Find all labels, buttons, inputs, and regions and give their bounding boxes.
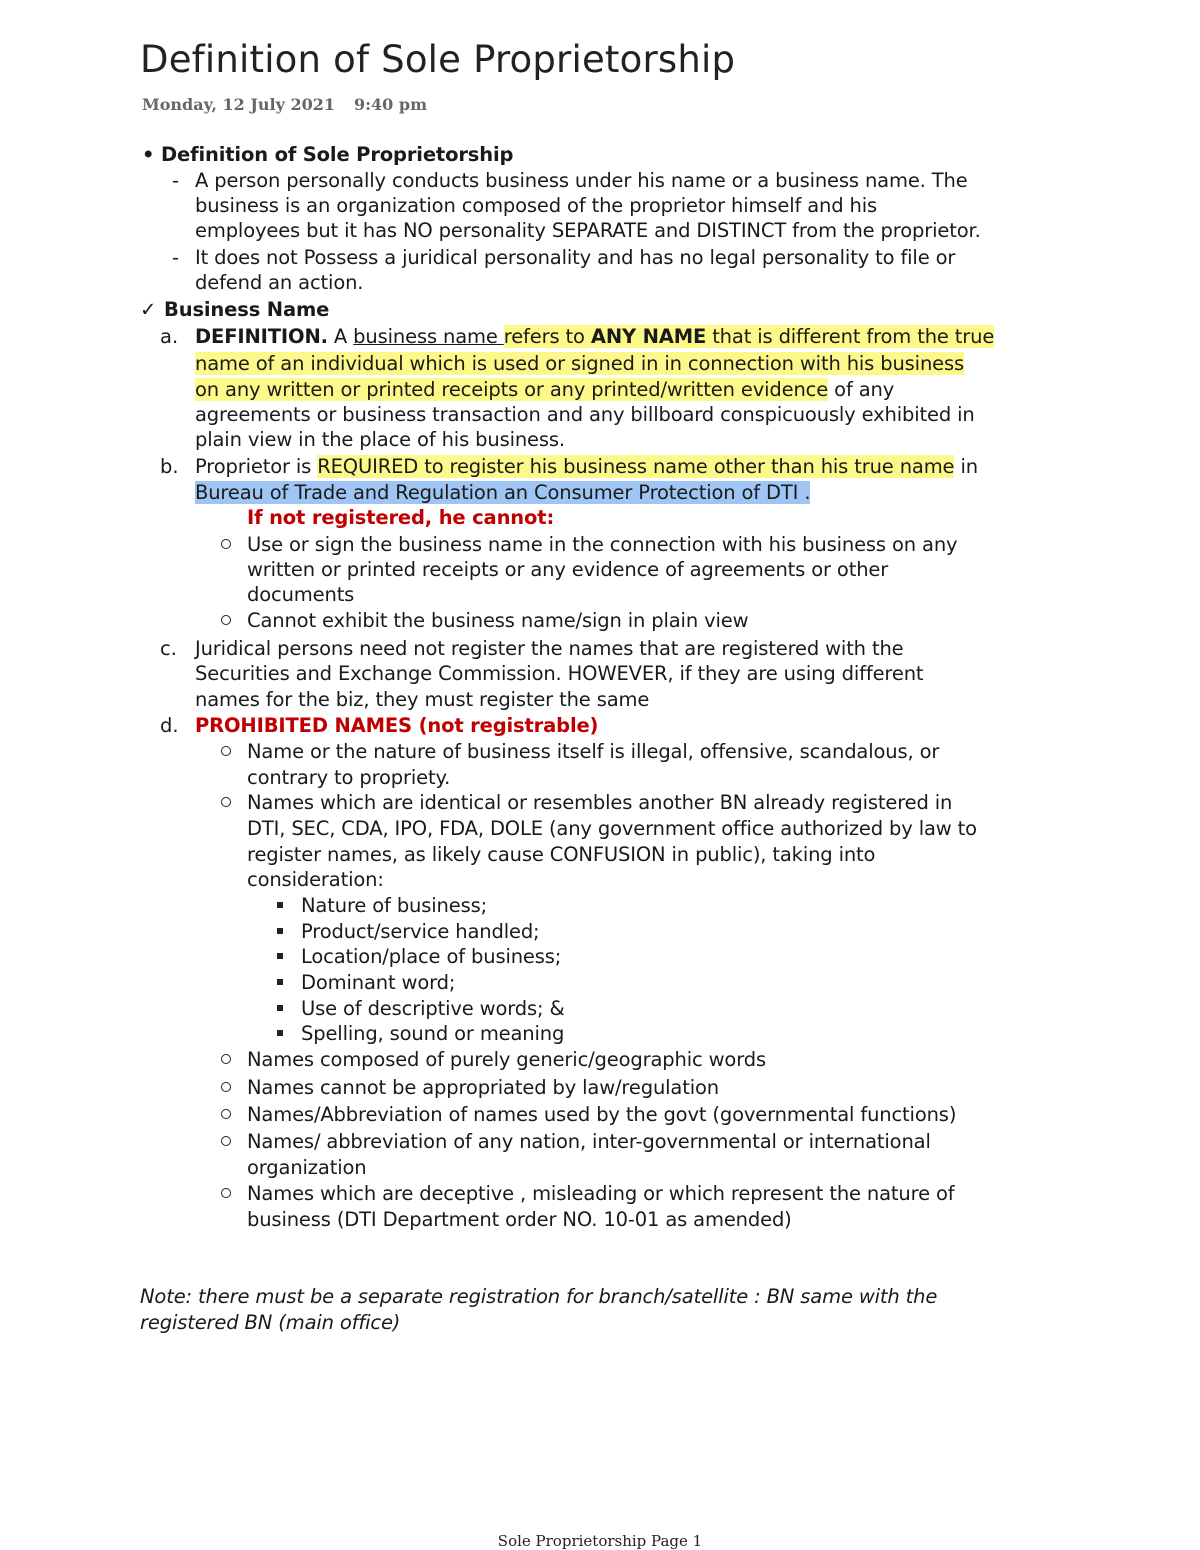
requirement-b-line1: [195, 454, 978, 479]
requirement-b-line2: [195, 480, 810, 505]
business-name-underlined: business name: [353, 325, 504, 348]
dash-marker: -: [172, 246, 180, 269]
circle-bullet-icon: [221, 746, 231, 756]
prohibited-item-line: Names/ abbreviation of any nation, inter-governmental or international: [247, 1130, 931, 1153]
definition-heading: Definition of Sole Proprietorship: [161, 143, 514, 166]
consideration-item: Dominant word;: [301, 971, 456, 994]
consideration-item: Product/service handled;: [301, 920, 540, 943]
prohibited-names-heading: PROHIBITED NAMES (not registrable): [195, 714, 599, 737]
page-title: Definition of Sole Proprietorship: [140, 38, 736, 81]
prohibited-item-line: DTI, SEC, CDA, IPO, FDA, DOLE (any government office authorized by law to: [247, 817, 977, 840]
requirement-text: in: [954, 455, 978, 478]
requirement-text: Proprietor is: [195, 455, 318, 478]
square-bullet-icon: [277, 953, 283, 959]
sub-item-line: documents: [247, 583, 355, 606]
list-marker-d: d.: [160, 714, 179, 737]
consideration-item: Location/place of business;: [301, 945, 562, 968]
checkmark-icon: ✓: [140, 298, 157, 321]
highlight: that is different from the true: [706, 325, 995, 348]
definition-item1-line: employees but it has NO personality SEPARATE and DISTINCT from the proprietor.: [195, 219, 981, 242]
prohibited-item-line: register names, as likely cause CONFUSION in public), taking into: [247, 843, 876, 866]
definition-a-text: A: [327, 325, 354, 348]
circle-bullet-icon: [221, 615, 231, 625]
highlight: refers to: [503, 325, 591, 348]
prohibited-item-line: Name or the nature of business itself is illegal, offensive, scandalous, or: [247, 740, 940, 763]
juridical-c-line: Juridical persons need not register the names that are registered with the: [195, 637, 904, 660]
juridical-c-line: Securities and Exchange Commission. HOWEVER, if they are using different: [195, 662, 924, 685]
circle-bullet-icon: [221, 1188, 231, 1198]
definition-item1-line: A person personally conducts business under his name or a business name. The: [195, 169, 968, 192]
sub-item-line: Use or sign the business name in the connection with his business on any: [247, 533, 958, 556]
definition-item1-line: business is an organization composed of the proprietor himself and his: [195, 194, 878, 217]
highlight: REQUIRED to register his business name other than his true name: [317, 455, 955, 478]
square-bullet-icon: [277, 1030, 283, 1036]
sub-item-line: written or printed receipts or any evidence of agreements or other: [247, 558, 889, 581]
prohibited-item-line: organization: [247, 1156, 367, 1179]
definition-a-line3: [195, 377, 894, 402]
prohibited-item-line: Names cannot be appropriated by law/regulation: [247, 1076, 719, 1099]
highlight-blue: Bureau of Trade and Regulation an Consumer Protection of DTI .: [195, 481, 811, 504]
sub-item-line: Cannot exhibit the business name/sign in plain view: [247, 609, 749, 632]
list-marker-b: b.: [160, 455, 179, 478]
definition-item2-line: It does not Possess a juridical personality and has no legal personality to file or: [195, 246, 956, 269]
page-time: 9:40 pm: [354, 95, 427, 114]
square-bullet-icon: [277, 1005, 283, 1011]
square-bullet-icon: [277, 979, 283, 985]
circle-bullet-icon: [221, 1109, 231, 1119]
page-footer: Sole Proprietorship Page 1: [497, 1532, 703, 1550]
list-marker-c: c.: [160, 637, 177, 660]
definition-a-line4: agreements or business transaction and any billboard conspicuously exhibited in: [195, 403, 975, 426]
prohibited-item-line: consideration:: [247, 868, 384, 891]
prohibited-item-line: Names which are identical or resembles another BN already registered in: [247, 791, 953, 814]
circle-bullet-icon: [221, 797, 231, 807]
highlight-any-name: ANY NAME: [590, 325, 707, 348]
circle-bullet-icon: [221, 539, 231, 549]
consideration-item: Use of descriptive words; &: [301, 997, 565, 1020]
warning-text: If not registered, he cannot:: [247, 506, 555, 529]
definition-label: DEFINITION.: [195, 325, 328, 348]
dash-marker: -: [172, 169, 180, 192]
prohibited-item-line: Names composed of purely generic/geographic words: [247, 1048, 766, 1071]
circle-bullet-icon: [221, 1054, 231, 1064]
prohibited-item-line: Names/Abbreviation of names used by the govt (governmental functions): [247, 1103, 957, 1126]
note-line: Note: there must be a separate registration for branch/satellite : BN same with the: [140, 1285, 938, 1308]
circle-bullet-icon: [221, 1136, 231, 1146]
definition-a-line2: [195, 351, 964, 376]
square-bullet-icon: [277, 902, 283, 908]
consideration-item: Nature of business;: [301, 894, 488, 917]
definition-a-line5: plain view in the place of his business.: [195, 428, 565, 451]
note-line: registered BN (main office): [140, 1311, 401, 1334]
prohibited-item-line: Names which are deceptive , misleading or which represent the nature of: [247, 1182, 955, 1205]
circle-bullet-icon: [221, 1082, 231, 1092]
prohibited-item-line: contrary to propriety.: [247, 766, 451, 789]
prohibited-item-line: business (DTI Department order NO. 10-01 as amended): [247, 1208, 792, 1231]
bullet-dot: •: [142, 143, 155, 166]
highlight: name of an individual which is used or signed in in connection with his business: [195, 352, 965, 375]
square-bullet-icon: [277, 928, 283, 934]
highlight: on any written or printed receipts or any printed/written evidence: [195, 378, 829, 401]
definition-a-text: of any: [828, 378, 895, 401]
page-date: Monday, 12 July 2021: [142, 95, 335, 114]
definition-a-line1: [195, 324, 994, 349]
business-name-heading: Business Name: [164, 298, 330, 321]
juridical-c-line: names for the biz, they must register the same: [195, 688, 650, 711]
consideration-item: Spelling, sound or meaning: [301, 1022, 565, 1045]
list-marker-a: a.: [160, 325, 179, 348]
definition-item2-line: defend an action.: [195, 271, 364, 294]
